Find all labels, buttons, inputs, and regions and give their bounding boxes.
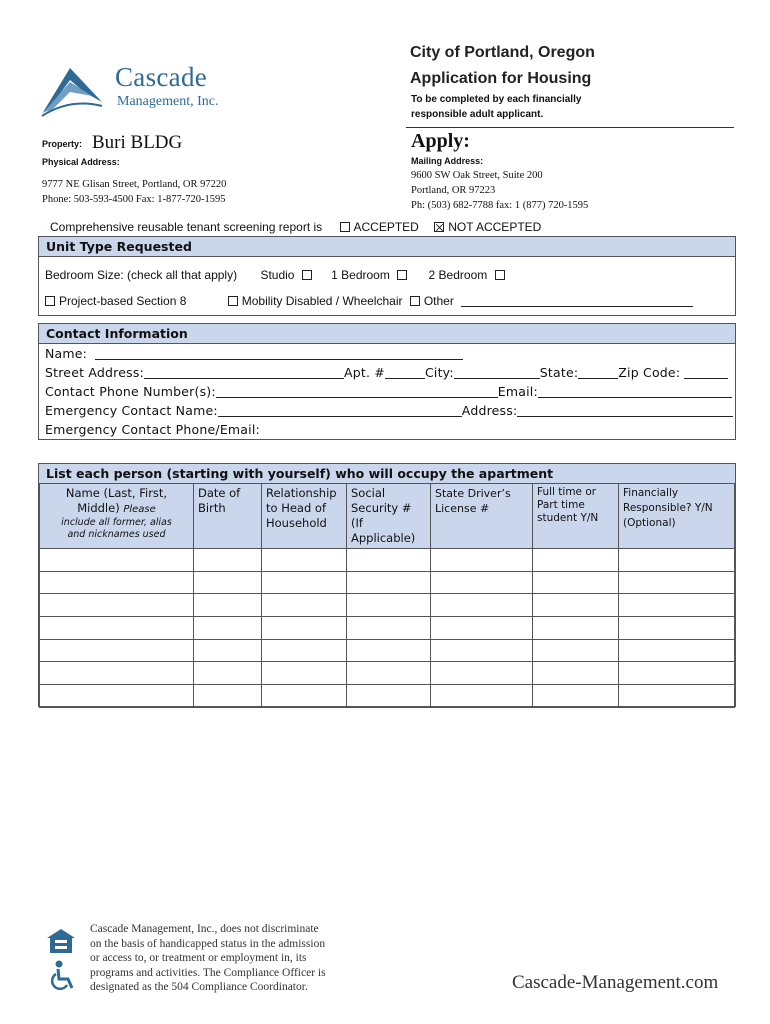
wheelchair-icon — [48, 960, 78, 992]
studio-checkbox[interactable] — [302, 270, 312, 280]
col-name: Name (Last, First, Middle) Please include all former, alias and nicknames used — [40, 484, 194, 549]
table-row — [40, 549, 735, 572]
property-label: Property: — [42, 139, 83, 149]
physical-address: 9777 NE Glisan Street, Portland, OR 97220 Phone: 503-593-4500 Fax: 1-877-720-1595 — [42, 179, 227, 205]
occupants-section — [38, 463, 736, 707]
col-student-status: Full time or Part time student Y/N — [533, 484, 619, 549]
email-field[interactable] — [538, 385, 732, 398]
website-link[interactable]: Cascade-Management.com — [512, 972, 719, 993]
apply-heading: Apply: — [411, 130, 470, 152]
contact-phone-field[interactable] — [216, 385, 498, 398]
emergency-address-field[interactable] — [517, 404, 733, 417]
occupants-heading: List each person (starting with yourself) who will occupy the apartment — [39, 464, 735, 483]
mailing-address-label: Mailing Address: — [411, 156, 484, 166]
one-bedroom-checkbox[interactable] — [397, 270, 407, 280]
col-ssn: Social Security # (If Applicable) — [347, 484, 431, 549]
col-dob: Date of Birth — [194, 484, 262, 549]
table-row — [40, 662, 735, 685]
two-bedroom-checkbox[interactable] — [495, 270, 505, 280]
cascade-logo-icon — [40, 62, 104, 118]
logo-name: Cascade — [115, 62, 208, 92]
col-financially-responsible: Financially Responsible? Y/N (Optional) — [619, 484, 735, 549]
table-row — [40, 639, 735, 662]
emergency-phone-label: Emergency Contact Phone/Email: — [45, 422, 260, 437]
contact-section: Contact Information Name: Street Address: Apt. # City: State: Zip Code: Contact Phone Number(s): Email: Emergency Contact Name: Address: Emergency Contact Phone/Email: — [38, 323, 736, 440]
mobility-checkbox[interactable] — [228, 296, 238, 306]
col-relationship: Relationship to Head of Household — [262, 484, 347, 549]
contact-heading: Contact Information — [39, 324, 735, 344]
mailing-address: 9600 SW Oak Street, Suite 200 Portland, OR 97223 Ph: (503) 682-7788 fax: 1 (877) 720-1595 — [411, 170, 589, 211]
project-based-section8-checkbox[interactable] — [45, 296, 55, 306]
apt-field[interactable] — [385, 366, 425, 379]
non-discrimination-notice: Cascade Management, Inc., does not discriminate on the basis of handicapped status in the admission or access to, or treatment or employment in, its programs and activities. The Compliance Officer is designated as the 504 Compliance Coordinator. — [90, 923, 326, 993]
header-divider — [406, 127, 734, 128]
unit-type-section: Unit Type Requested Bedroom Size: (check all that apply) Studio 1 Bedroom 2 Bedroom Project-based Section 8 Mobility Disabled / Wheelchair Other — [38, 236, 736, 316]
not-accepted-checkbox[interactable] — [434, 222, 444, 232]
other-field[interactable] — [461, 294, 693, 307]
occupants-table — [39, 483, 735, 708]
occupants-header-row — [40, 484, 735, 549]
bedroom-size-label: Bedroom Size: (check all that apply) — [45, 268, 238, 282]
form-title: City of Portland, Oregon Application for Housing — [410, 44, 595, 87]
unit-type-heading: Unit Type Requested — [39, 237, 735, 257]
table-row — [40, 685, 735, 708]
screening-report-line: Comprehensive reusable tenant screening report is ACCEPTED NOT ACCEPTED — [50, 220, 542, 234]
table-row — [40, 617, 735, 640]
table-row — [40, 594, 735, 617]
state-field[interactable] — [578, 366, 618, 379]
name-field[interactable] — [95, 347, 463, 360]
zip-field[interactable] — [684, 366, 728, 379]
logo-subtitle: Management, Inc. — [117, 94, 219, 109]
table-row — [40, 571, 735, 594]
physical-address-label: Physical Address: — [42, 157, 120, 167]
accepted-checkbox[interactable] — [340, 222, 350, 232]
city-field[interactable] — [454, 366, 540, 379]
equal-housing-icon — [46, 928, 76, 954]
form-note: To be completed by each financially responsible adult applicant. — [411, 94, 582, 120]
street-address-field[interactable] — [144, 366, 344, 379]
col-drivers-license: State Driver’s License # — [431, 484, 533, 549]
emergency-name-field[interactable] — [218, 404, 462, 417]
other-checkbox[interactable] — [410, 296, 420, 306]
property-value: Buri BLDG — [92, 132, 183, 153]
